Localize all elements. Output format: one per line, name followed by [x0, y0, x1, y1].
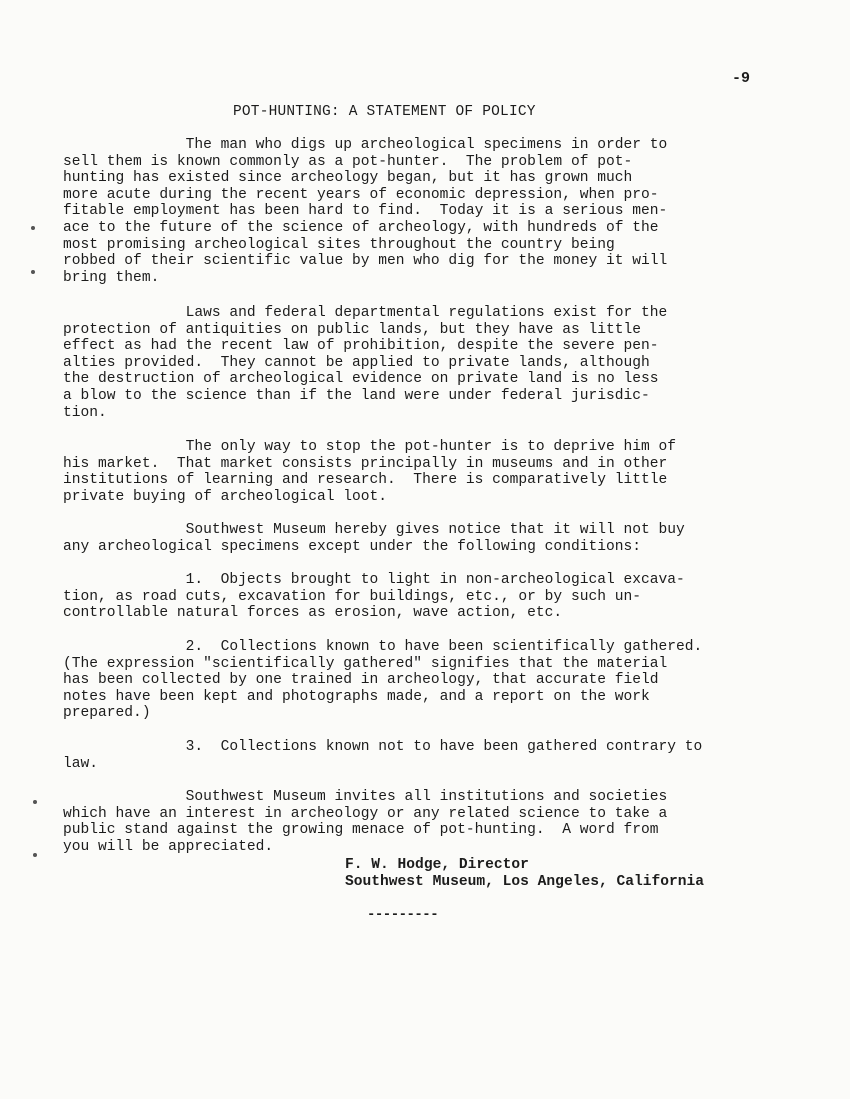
margin-mark — [33, 800, 37, 804]
document-title: POT-HUNTING: A STATEMENT OF POLICY — [233, 104, 536, 120]
paragraph-market: The only way to stop the pot-hunter is to deprive him of his market. That market consists principally in museums and in other institutions of learning and research. There is comparatively little private buying of archeological loot. — [63, 439, 677, 505]
margin-mark — [31, 270, 35, 274]
closing-rule: --------- — [367, 907, 439, 923]
signature-name: F. W. Hodge, Director — [345, 857, 529, 873]
paragraph-notice: Southwest Museum hereby gives notice that it will not buy any archeological specimens except under the following conditions: — [63, 522, 685, 555]
condition-3: 3. Collections known not to have been gathered contrary to law. — [63, 739, 703, 772]
paragraph-invitation: Southwest Museum invites all institutions and societies which have an interest in archeology or any related science to take a public stand against the growing menace of pot-hunting. A word from you will be appreciated. — [63, 789, 668, 855]
margin-mark — [33, 853, 37, 857]
condition-1: 1. Objects brought to light in non-archeological excava- tion, as road cuts, excavation for buildings, etc., or by such un- controllable natural forces as erosion, wave action, etc. — [63, 572, 685, 622]
paragraph-laws: Laws and federal departmental regulations exist for the protection of antiquities on public lands, but they have as little effect as had the recent law of prohibition, despite the severe pen- alties provided. They cannot be applied to private lands, although the destruction of archeological evidence on private land is no less a blow to the science than if the land were under federal jurisdic- tion. — [63, 305, 668, 421]
condition-2: 2. Collections known to have been scientifically gathered. (The expression "scientifically gathered" signifies that the material has been collected by one trained in archeology, that accurate field notes have been kept and photographs made, and a report on the work prepared.) — [63, 639, 703, 722]
margin-mark — [31, 226, 35, 230]
paragraph-intro: The man who digs up archeological specimens in order to sell them is known commonly as a pot-hunter. The problem of pot- hunting has existed since archeology began, but it has grown much more acute during the recent years of economic depression, when pro- fitable employment has been hard to find. Today it is a serious men- ace to the future of the science of archeology, with hundreds of the most promising archeological sites throughout the country being robbed of their scientific value by men who dig for the money it will bring them. — [63, 137, 668, 286]
page-number: -9 — [732, 70, 751, 87]
signature-affiliation: Southwest Museum, Los Angeles, California — [345, 874, 705, 890]
